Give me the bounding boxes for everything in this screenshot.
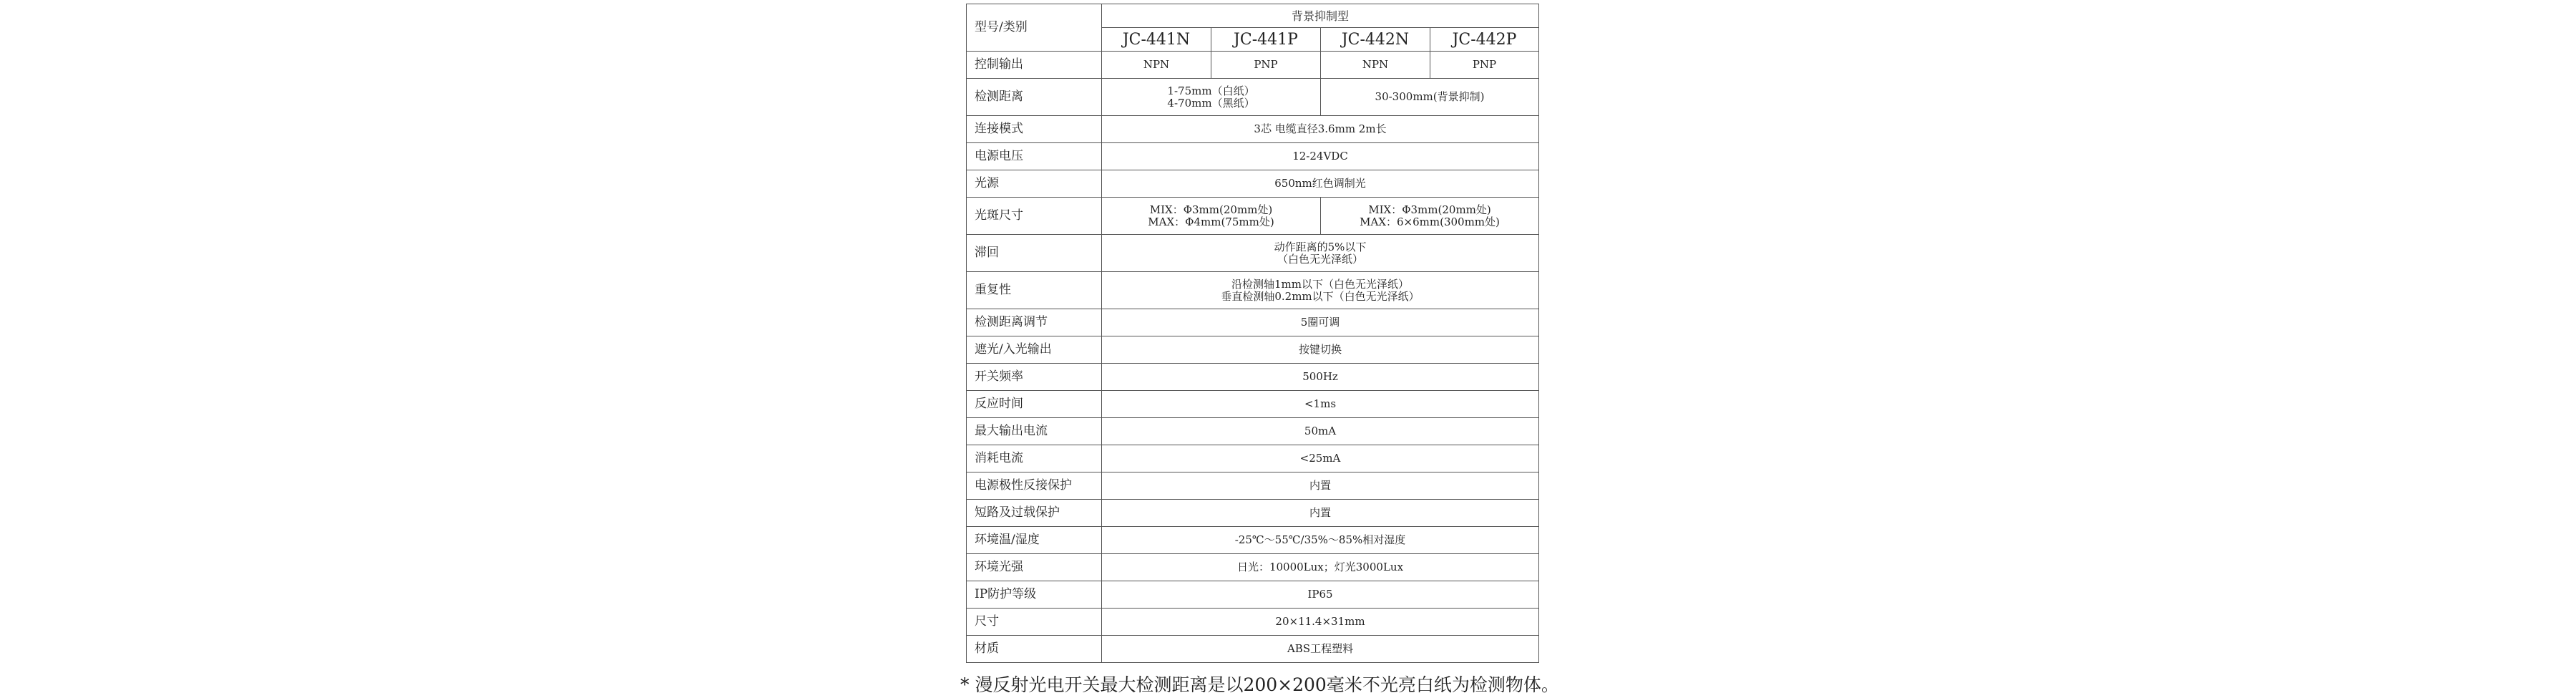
table-row: [967, 527, 1539, 554]
table-row: [967, 52, 1539, 79]
row-label: 滞回: [967, 235, 1102, 272]
row-label: 遮光/入光输出: [967, 336, 1102, 364]
spec-table: [966, 4, 1539, 663]
row-value: 12-24VDC: [1102, 143, 1539, 170]
table-row: [967, 609, 1539, 636]
table-row: [967, 581, 1539, 609]
row-value: 内置: [1102, 472, 1539, 500]
row-label: 电源电压: [967, 143, 1102, 170]
row-value: 内置: [1102, 500, 1539, 527]
value-line: 1-75mm（白纸）: [1167, 84, 1255, 97]
row-value: <1ms: [1102, 391, 1539, 418]
row-value: 3芯 电缆直径3.6mm 2m长: [1102, 116, 1539, 143]
row-value: -25℃～55℃/35%～85%相对湿度: [1102, 527, 1539, 554]
table-row: [967, 472, 1539, 500]
table-row: [967, 79, 1539, 116]
row-value: [1102, 79, 1321, 116]
row-value: ABS工程塑料: [1102, 636, 1539, 663]
row-value: IP65: [1102, 581, 1539, 609]
row-value: 日光：10000Lux；灯光3000Lux: [1102, 554, 1539, 581]
table-row: [967, 309, 1539, 336]
value-line: MIX：Φ3mm(20mm处): [1368, 203, 1491, 216]
table-row: [967, 336, 1539, 364]
row-label: IP防护等级: [967, 581, 1102, 609]
table-row: [967, 554, 1539, 581]
row-value: 按键切换: [1102, 336, 1539, 364]
row-value: 20×11.4×31mm: [1102, 609, 1539, 636]
table-row: [967, 4, 1539, 28]
value-line: MAX：Φ4mm(75mm处): [1148, 215, 1274, 228]
table-row: [967, 116, 1539, 143]
group-header: 背景抑制型: [1102, 4, 1539, 28]
row-label: 重复性: [967, 272, 1102, 309]
value-line: 垂直检测轴0.2mm以下（白色无光泽纸）: [1221, 289, 1420, 303]
value-line: 动作距离的5%以下: [1274, 240, 1367, 253]
table-row: [967, 143, 1539, 170]
row-label: 开关频率: [967, 364, 1102, 391]
row-value: NPN: [1321, 52, 1430, 79]
row-label: 环境光强: [967, 554, 1102, 581]
row-value: 5圈可调: [1102, 309, 1539, 336]
header-label: 型号/类别: [967, 4, 1102, 52]
row-label: 消耗电流: [967, 445, 1102, 472]
value-line: （白色无光泽纸）: [1277, 252, 1364, 266]
row-label: 光源: [967, 170, 1102, 198]
row-label: 反应时间: [967, 391, 1102, 418]
row-value: <25mA: [1102, 445, 1539, 472]
row-label: 检测距离调节: [967, 309, 1102, 336]
row-value: 30-300mm(背景抑制): [1321, 79, 1539, 116]
table-row: [967, 364, 1539, 391]
row-value: PNP: [1430, 52, 1539, 79]
table-row: [967, 198, 1539, 235]
value-line: 沿检测轴1mm以下（白色无光泽纸）: [1231, 277, 1409, 291]
model-1: JC-441N: [1102, 28, 1211, 52]
table-row: [967, 391, 1539, 418]
table-row: [967, 445, 1539, 472]
row-value: 650nm红色调制光: [1102, 170, 1539, 198]
model-3: JC-442N: [1321, 28, 1430, 52]
row-value: 50mA: [1102, 418, 1539, 445]
table-row: [967, 272, 1539, 309]
table-row: [967, 500, 1539, 527]
value-line: 4-70mm（黑纸）: [1167, 96, 1255, 110]
row-value: 500Hz: [1102, 364, 1539, 391]
table-row: [967, 235, 1539, 272]
table-row: [967, 418, 1539, 445]
row-label: 尺寸: [967, 609, 1102, 636]
row-label: 控制输出: [967, 52, 1102, 79]
row-label: 检测距离: [967, 79, 1102, 116]
value-line: MAX：6×6mm(300mm处): [1360, 215, 1500, 228]
row-label: 材质: [967, 636, 1102, 663]
table-row: [967, 636, 1539, 663]
row-value: NPN: [1102, 52, 1211, 79]
model-2: JC-441P: [1211, 28, 1321, 52]
row-label: 光斑尺寸: [967, 198, 1102, 235]
value-line: MIX：Φ3mm(20mm处): [1149, 203, 1273, 216]
model-4: JC-442P: [1430, 28, 1539, 52]
table-row: [967, 170, 1539, 198]
row-label: 最大输出电流: [967, 418, 1102, 445]
row-label: 连接模式: [967, 116, 1102, 143]
row-value: PNP: [1211, 52, 1321, 79]
row-label: 环境温/湿度: [967, 527, 1102, 554]
row-label: 短路及过载保护: [967, 500, 1102, 527]
row-value: [1102, 198, 1321, 235]
row-value: [1102, 272, 1539, 309]
row-value: [1102, 235, 1539, 272]
row-value: [1321, 198, 1539, 235]
row-label: 电源极性反接保护: [967, 472, 1102, 500]
footnote: * 漫反射光电开关最大检测距离是以200×200毫米不光亮白纸为检测物体。: [960, 674, 1559, 695]
